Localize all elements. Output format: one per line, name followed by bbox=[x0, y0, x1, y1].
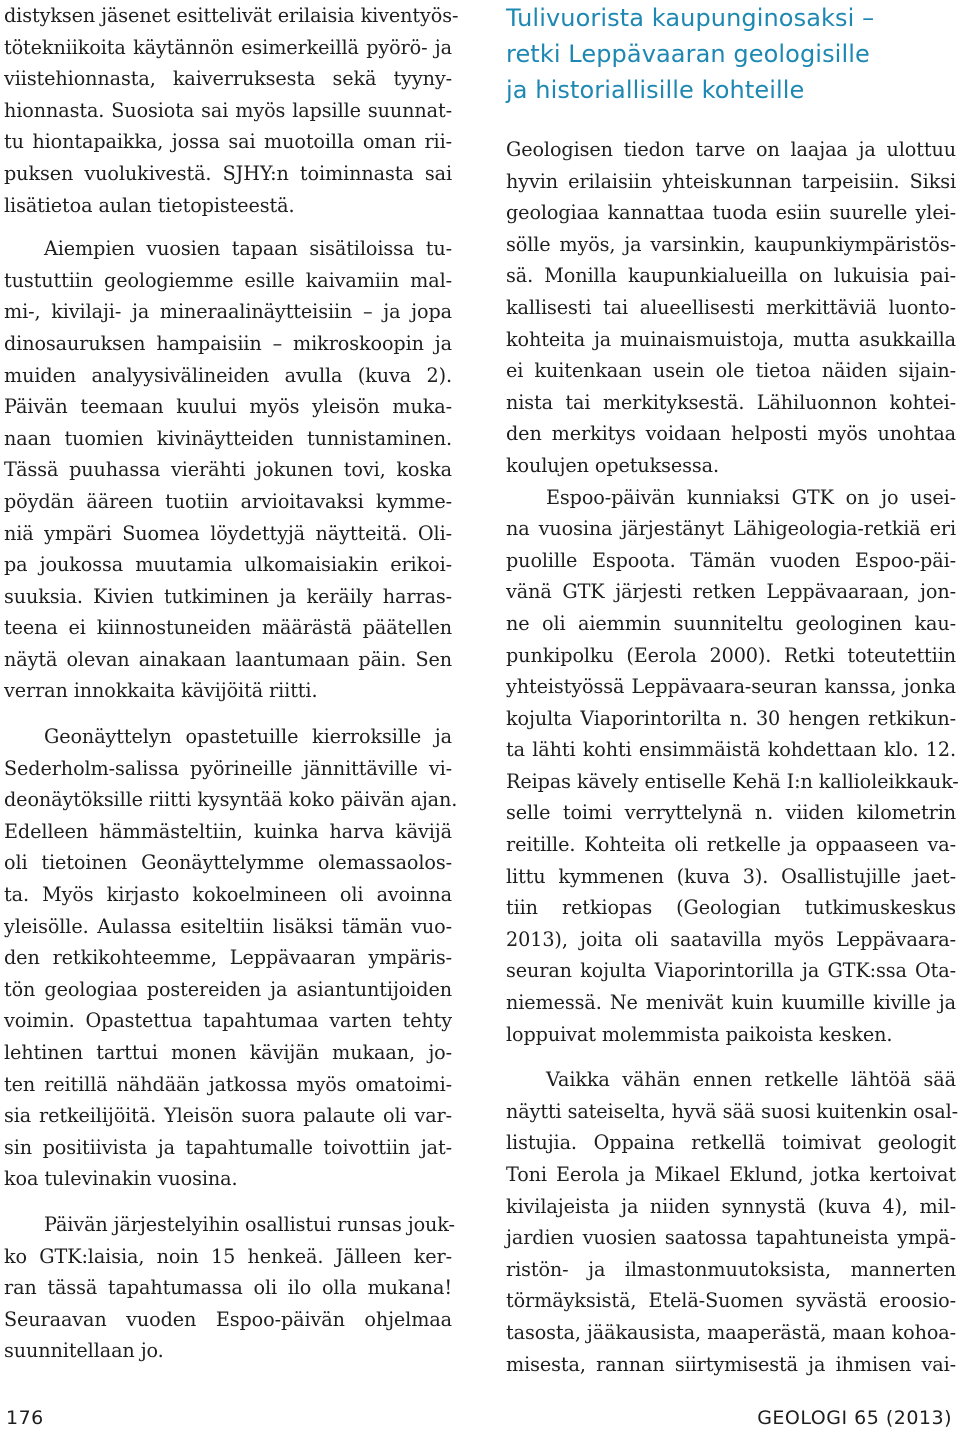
text-line: hyvin erilaisiin yhteiskunnan tarpeisiin. Siksi bbox=[506, 169, 956, 193]
text-line: Toni Eerola ja Mikael Eklund, jotka kertoivat bbox=[506, 1163, 956, 1186]
text-line: vänä GTK järjesti retken Leppävaaraan, jon- bbox=[506, 580, 956, 604]
heading-line: retki Leppävaaran geologisille bbox=[506, 40, 870, 68]
text-line: sölle myös, ja varsinkin, kaupunkiympäristös- bbox=[506, 232, 956, 256]
text-line: misesta, rannan siirtymisestä ja ihmisen vai- bbox=[506, 1352, 956, 1376]
text-line: Tässä puuhassa vierähti jokunen tovi, koska bbox=[4, 458, 452, 482]
paragraph bbox=[4, 721, 458, 1195]
text-line: ristön- ja ilmastonmuutoksista, mannerten bbox=[506, 1257, 956, 1281]
text-line: lisätietoa aulan tietopisteestä. bbox=[4, 193, 295, 217]
text-line: muiden analyysivälineiden avulla (kuva 2). bbox=[4, 363, 452, 387]
text-line: pöydän ääreen tuotiin arvioitavaksi kymme- bbox=[4, 489, 452, 513]
text-line: ten reitillä nähdään jatkossa myös omatoimi- bbox=[4, 1072, 452, 1096]
text-line: Geologisen tiedon tarve on laajaa ja ulottuu bbox=[506, 138, 956, 161]
paragraph bbox=[4, 0, 459, 221]
text-line: tustuttiin geologiemme esille kaivamiin mal- bbox=[4, 268, 452, 292]
text-line: suunnitellaan jo. bbox=[4, 1339, 164, 1363]
text-line: ne oli aiemmin suunniteltu geologinen kau- bbox=[506, 611, 956, 635]
text-line: koulujen opetuksessa. bbox=[506, 453, 720, 477]
paragraph bbox=[506, 482, 959, 1051]
text-line: sia retkeilijöitä. Yleisön suora palaute oli var- bbox=[4, 1104, 452, 1128]
paragraph bbox=[506, 1064, 959, 1380]
text-line: viistehionnasta, kaiverruksesta sekä tyyny- bbox=[4, 67, 452, 91]
text-line: listujia. Oppaina retkellä toimivat geologit bbox=[506, 1131, 956, 1155]
paragraph bbox=[506, 134, 956, 482]
text-line: den retkikohteemme, Leppävaaran ympäris- bbox=[4, 946, 452, 970]
text-line: ran tässä tapahtumassa oli ilo olla mukana! bbox=[4, 1276, 452, 1300]
text-line: oli tietoinen Geonäyttelymme olemassaolos- bbox=[4, 851, 452, 875]
text-line: Seuraavan vuoden Espoo-päivän ohjelmaa bbox=[4, 1307, 452, 1331]
right-body bbox=[506, 134, 959, 1380]
text-line: geologiaa kannattaa tuoda esiin suurelle ylei- bbox=[506, 201, 956, 225]
heading-line: ja historiallisille kohteille bbox=[506, 76, 805, 104]
text-line: törmäyksistä, Etelä-Suomen syvästä eroosio- bbox=[506, 1289, 956, 1313]
text-line: lehtinen tarttui monen kävijän mukaan, jo- bbox=[4, 1041, 452, 1064]
text-line: verran innokkaita kävijöitä riitti. bbox=[4, 679, 318, 703]
text-line: niä ympäri Suomea löydettyjä näytteitä. Oli- bbox=[4, 521, 452, 545]
text-line: yhteistyössä Leppävaara-seuran kanssa, jonka bbox=[506, 675, 956, 699]
text-line: puolille Espoota. Tämän vuoden Espoo-päi- bbox=[506, 548, 956, 572]
page-number: 176 bbox=[6, 1407, 44, 1429]
text-line: hionnasta. Suosiota sai myös lapsille suunnat- bbox=[4, 98, 452, 122]
text-line: ta lähti kohti ensimmäistä kohdettaan klo. 12. bbox=[506, 738, 956, 762]
text-line: tön geologiaa postereiden ja asiantuntijoiden bbox=[4, 977, 452, 1001]
text-line: Sederholm-salissa pyörineille jännittäville vi- bbox=[4, 756, 452, 780]
text-line: reitille. Kohteita oli retkelle ja oppaaseen va- bbox=[506, 833, 956, 857]
text-line: Reipas kävely entiselle Kehä I:n kallioleikkauk- bbox=[506, 769, 959, 793]
text-line: voimin. Opastettua tapahtumaa varten tehty bbox=[4, 1009, 452, 1033]
text-line: kohteita ja muinaismuistoja, mutta asukkailla bbox=[506, 327, 956, 351]
text-line: kallisesti tai alueellisesti merkittäviä luonto- bbox=[506, 295, 956, 319]
text-line: ta. Myös kirjasto kokoelmineen oli avoinna bbox=[4, 883, 452, 907]
paragraph bbox=[4, 233, 452, 707]
text-line: yleisölle. Aulassa esiteltiin lisäksi tämän vuo- bbox=[4, 914, 452, 938]
text-line: littu kymmenen (kuva 3). Osallistujille jaet- bbox=[506, 864, 956, 888]
text-line: Aiempien vuosien tapaan sisätiloissa tu- bbox=[44, 237, 452, 261]
text-line: distyksen jäsenet esittelivät erilaisia kiventyös- bbox=[4, 4, 459, 27]
paragraph bbox=[4, 1209, 455, 1367]
text-line: tu hiontapaikka, jossa sai muotoilla oman rii- bbox=[4, 130, 452, 154]
text-line: loppuivat molemmista paikoista kesken. bbox=[506, 1022, 893, 1046]
text-line: na vuosina järjestänyt Lähigeologia-retkiä eri bbox=[506, 517, 956, 541]
text-line: ko GTK:laisia, noin 15 henkeä. Jälleen ker- bbox=[4, 1244, 452, 1268]
text-line: näytä olevan ainakaan laantumaan päin. Sen bbox=[4, 647, 452, 671]
text-line: den merkitys voidaan helposti myös unohtaa bbox=[506, 422, 956, 446]
text-line: Päivän järjestelyihin osallistui runsas jouk- bbox=[44, 1212, 455, 1236]
text-line: teena ei kiinnostuneiden määrästä päätellen bbox=[4, 616, 452, 640]
left-column bbox=[4, 0, 459, 1367]
text-line: selle toimi verryttelynä n. viiden kilometrin bbox=[506, 801, 956, 825]
text-line: sä. Monilla kaupunkialueilla on lukuisia pai- bbox=[506, 264, 956, 288]
text-line: 2013), joita oli saatavilla myös Leppävaara- bbox=[506, 927, 956, 951]
heading-line: Tulivuorista kaupunginosaksi – bbox=[506, 4, 875, 32]
text-line: koa tulevinakin vuosina. bbox=[4, 1167, 238, 1191]
text-line: mi-, kivilaji- ja mineraalinäytteisiin – ja jopa bbox=[4, 300, 452, 324]
text-line: Edelleen hämmästeltiin, kuinka harva kävijä bbox=[4, 819, 452, 843]
text-line: tötekniikoita käytännön esimerkeillä pyörö- ja bbox=[4, 35, 452, 59]
text-line: punkipolku (Eerola 2000). Retki toteutettiin bbox=[506, 643, 956, 667]
text-line: tiin retkiopas (Geologian tutkimuskeskus bbox=[506, 896, 956, 920]
text-line: suuksia. Kivien tutkiminen ja keräily harras- bbox=[4, 584, 452, 608]
text-line: pa joukossa muutamia ulkomaisiakin erikoi- bbox=[4, 553, 452, 577]
text-line: dinosauruksen hampaisiin – mikroskoopin ja bbox=[4, 331, 452, 355]
text-line: kivilajeista ja niiden synnystä (kuva 4), mil- bbox=[506, 1194, 956, 1218]
text-line: niemessä. Ne menivät kuin kuumille kiville ja bbox=[506, 991, 956, 1015]
text-line: seuran kojulta Viaporintorilla ja GTK:ssa Ota- bbox=[506, 959, 956, 983]
text-line: Päivän teemaan kuului myös yleisön muka- bbox=[4, 395, 452, 419]
text-line: puksen vuolukivestä. SJHY:n toiminnasta sai bbox=[4, 161, 452, 185]
text-line: sin positiivista ja tapahtumalle toivottiin jat- bbox=[4, 1135, 452, 1159]
text-line: Vaikka vähän ennen retkelle lähtöä sää bbox=[546, 1068, 956, 1092]
text-line: deonäytöksille riitti kysyntää koko päivän ajan. bbox=[4, 788, 458, 812]
text-line: Geonäyttelyn opastetuille kierroksille ja bbox=[44, 725, 452, 749]
right-column bbox=[506, 0, 959, 1380]
text-line: näytti sateiselta, hyvä sää suosi kuitenkin osal- bbox=[506, 1099, 959, 1123]
text-line: Espoo-päivän kunniaksi GTK on jo usei- bbox=[546, 485, 956, 509]
text-line: tasosta, jääkausista, maaperästä, maan kohoa- bbox=[506, 1320, 956, 1344]
text-line: naan tuomien kivinäytteiden tunnistaminen. bbox=[4, 426, 452, 450]
text-line: nista tai merkityksestä. Lähiluonnon kohtei- bbox=[506, 390, 956, 414]
section-heading bbox=[506, 0, 956, 108]
journal-title: GEOLOGI 65 (2013) bbox=[757, 1407, 952, 1429]
text-line: jardien vuosien saatossa tapahtuneista ympä- bbox=[506, 1226, 956, 1250]
text-line: ei kuitenkaan usein ole tietoa näiden sijain- bbox=[506, 359, 956, 383]
text-line: kojulta Viaporintorilta n. 30 hengen retkikun- bbox=[506, 706, 956, 730]
